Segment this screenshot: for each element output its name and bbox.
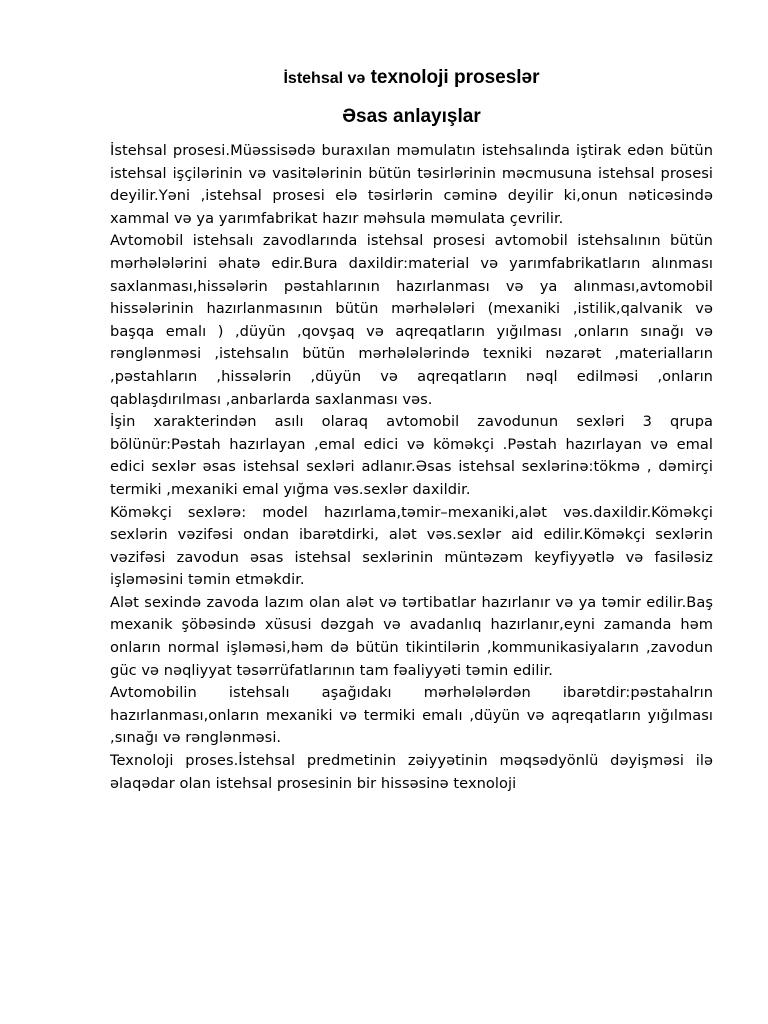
document-subtitle: Əsas anlayışlar — [342, 106, 481, 127]
document-title — [110, 66, 713, 91]
paragraph-3: İşin xarakterindən asılı olaraq avtomobil zavodunun sexləri 3 qrupa bölünür:Pəstah hazırlayan ,emal edici və köməkçi .Pəstah hazırlayan və emal edici sexlər əsas istehsal sexləri adlanır.Əsas istehsal sexlərinə:tökmə , dəmirçi termiki ,mexaniki emal yığma vəs.sexlər daxildir. — [110, 413, 713, 498]
document-page — [110, 66, 713, 795]
paragraph-5: Alət sexində zavoda lazım olan alət və tərtibatlar hazırlanır və ya təmir edilir.Baş mexanik şöbəsində xüsusi dəzgah və avadanlıq hazırlanır,eyni zamanda həm onların normal işləməsi,həm də bütün tikintilərin ,kommunikasiyaların ,zavodun güc və nəqliyyat təsərrüfatlarının tam fəaliyyəti təmin edilir. — [110, 593, 713, 679]
document-title-part1: İstehsal və — [283, 70, 366, 87]
paragraph-2: Avtomobil istehsalı zavodlarında istehsal prosesi avtomobil istehsalının bütün mərhələlərini əhatə edir.Bura daxildir:material və yarımfabrikatların alınması saxlanması,hissələrin pəstahlarının hazırlanması və ya alınması,avtomobil hissələrinin hazırlanmasının bütün mərhələləri (mexaniki ,istilik,qalvanik və başqa emalı ) ,düyün ,qovşaq və aqreqatların yığılması ,onların sınağı və rənglənməsi ,istehsalın bütün mərhələlərində texniki nəzarət ,materialların ,pəstahların ,hissələrin ,düyün və aqreqatların nəql edilməsi ,onların qablaşdırılması ,anbarlarda saxlanması vəs. — [110, 232, 713, 408]
paragraph-7: Texnoloji proses.İstehsal predmetinin zəiyyətinin məqsədyönlü dəyişməsi ilə əlaqədar olan istehsal prosesinin bir hissəsinə texnoloji — [110, 752, 713, 792]
document-title-part2: texnoloji proseslər — [370, 67, 540, 88]
paragraph-4: Köməkçi sexlərə: model hazırlama,təmir–mexaniki,alət vəs.daxildir.Köməkçi sexlərin vəzifəsi ondan ibarətdirki, alət vəs.sexlər aid edilir.Köməkçi sexlərin vəzifəsi zavodun əsas istehsal sexlərinin müntəzəm keyfiyyətlə və fasiləsiz işləməsini təmin etməkdir. — [110, 503, 713, 589]
paragraph-1: İstehsal prosesi.Müəssisədə buraxılan məmulatın istehsalında iştirak edən bütün istehsal işçilərinin və vasitələrinin bütün təsirlərinin məcmusuna istehsal prosesi deyilir.Yəni ,istehsal prosesi elə təsirlərin cəminə deyilir ki,onun nəticəsində xammal və ya yarımfabrikat hazır məhsula məmulata çevrilir. — [110, 142, 713, 227]
paragraph-6: Avtomobilin istehsalı aşağıdakı mərhələlərdən ibarətdir:pəstahalrın hazırlanması,onların mexaniki və termiki emalı ,düyün və aqreqatların yığılması ,sınağı və rənglənməsi. — [110, 684, 713, 747]
